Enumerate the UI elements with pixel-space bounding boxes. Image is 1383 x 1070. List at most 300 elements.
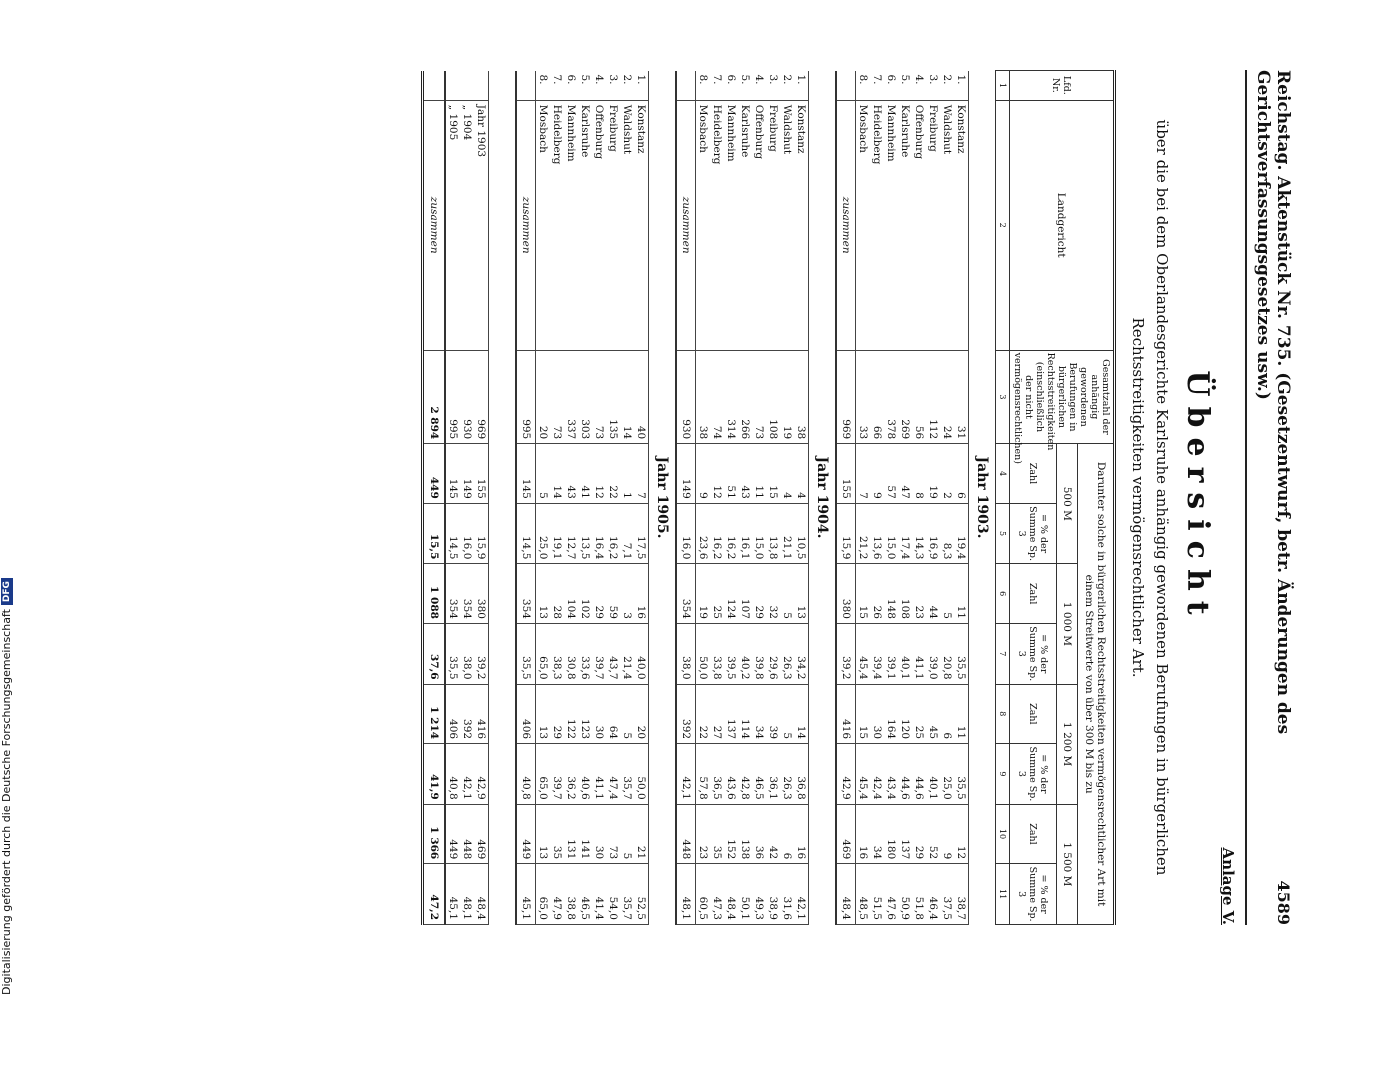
table-cell: 31 xyxy=(954,350,969,444)
subtotal-cell: 14,5 xyxy=(516,503,536,564)
summary-cell: 48,1 xyxy=(460,864,474,925)
table-cell: 9 xyxy=(940,804,954,864)
table-cell: 46,4 xyxy=(926,864,940,925)
table-cell: 29 xyxy=(752,564,766,624)
table-cell: 314 xyxy=(724,350,738,444)
row-number: 8. xyxy=(696,71,711,101)
table-cell: 16 xyxy=(634,564,649,624)
table-cell: 122 xyxy=(564,684,578,744)
column-number: 2 xyxy=(996,100,1010,350)
court-name: Freiburg xyxy=(766,100,780,350)
table-row xyxy=(710,71,724,925)
grand-total-cell: 41,9 xyxy=(423,744,446,805)
table-cell: 135 xyxy=(606,350,620,444)
subtotal-label: zusammen xyxy=(676,100,696,350)
column-number: 5 xyxy=(996,503,1010,564)
table-cell: 38,9 xyxy=(766,864,780,925)
table-row xyxy=(884,71,898,925)
table-row xyxy=(870,71,884,925)
table-cell: 23 xyxy=(696,804,711,864)
header-pct: = % der Summe Sp. 3 xyxy=(1010,744,1057,805)
table-cell: 269 xyxy=(898,350,912,444)
subtotal-cell: 42,9 xyxy=(836,744,856,805)
column-number: 4 xyxy=(996,444,1010,504)
table-cell: 46,5 xyxy=(578,864,592,925)
column-number: 1 xyxy=(996,71,1010,101)
table-cell: 27 xyxy=(710,684,724,744)
table-row xyxy=(794,71,809,925)
summary-cell: 995 xyxy=(445,350,460,444)
summary-cell: 448 xyxy=(460,804,474,864)
summary-cell: 16,0 xyxy=(460,503,474,564)
summary-cell: 155 xyxy=(474,444,489,504)
table-cell: 30,8 xyxy=(564,623,578,684)
table-cell: 25,0 xyxy=(536,503,551,564)
table-cell: 47,6 xyxy=(884,864,898,925)
summary-cell: 40,8 xyxy=(445,744,460,805)
table-row xyxy=(926,71,940,925)
table-cell: 15 xyxy=(766,444,780,504)
table-cell: 35,7 xyxy=(620,744,634,805)
subtotal-cell: 969 xyxy=(836,350,856,444)
table-cell: 38,8 xyxy=(564,864,578,925)
table-cell: 14 xyxy=(550,444,564,504)
summary-cell: 380 xyxy=(474,564,489,624)
table-cell: 35,7 xyxy=(620,864,634,925)
table-cell: 41,1 xyxy=(592,744,606,805)
table-cell: 124 xyxy=(724,564,738,624)
court-name: Offenburg xyxy=(912,100,926,350)
court-name: Mannheim xyxy=(564,100,578,350)
court-name: Mosbach xyxy=(696,100,711,350)
table-row xyxy=(856,71,871,925)
table-cell: 36,5 xyxy=(710,744,724,805)
row-number: 2. xyxy=(940,71,954,101)
table-cell: 123 xyxy=(578,684,592,744)
column-number: 9 xyxy=(996,744,1010,805)
table-cell: 141 xyxy=(578,804,592,864)
table-cell: 19 xyxy=(926,444,940,504)
summary-cell: 930 xyxy=(460,350,474,444)
table-cell: 7 xyxy=(634,444,649,504)
table-cell: 13,6 xyxy=(870,503,884,564)
table-cell: 11 xyxy=(954,684,969,744)
table-cell: 102 xyxy=(578,564,592,624)
table-cell: 33,8 xyxy=(710,623,724,684)
table-cell: 13 xyxy=(536,564,551,624)
row-number: 6. xyxy=(564,71,578,101)
row-number: 4. xyxy=(752,71,766,101)
table-row xyxy=(550,71,564,925)
table-cell: 108 xyxy=(766,350,780,444)
table-cell: 56 xyxy=(912,350,926,444)
court-name: Mosbach xyxy=(856,100,871,350)
header-amount-1500: 1 500 M xyxy=(1056,804,1077,924)
header-pct: = % der Summe Sp. 3 xyxy=(1010,503,1057,564)
header-zahl: Zahl xyxy=(1010,804,1057,864)
table-row xyxy=(536,71,551,925)
subtotal-cell: 392 xyxy=(676,684,696,744)
table-row xyxy=(766,71,780,925)
table-cell: 12 xyxy=(592,444,606,504)
table-cell: 52,5 xyxy=(634,864,649,925)
table-cell: 17,4 xyxy=(898,503,912,564)
table-cell: 42,1 xyxy=(794,864,809,925)
table-cell: 30 xyxy=(592,684,606,744)
grand-total-cell: 2 894 xyxy=(423,350,446,444)
document-subtitle: über die bei dem Oberlandesgerichte Karlsruhe anhängig gewordenen Berufungen in bürgerlichen Rechtsstreitigkeiten vermögensrechtlicher Art. xyxy=(1129,119,1171,876)
summary-cell: 145 xyxy=(445,444,460,504)
table-cell: 29,6 xyxy=(766,623,780,684)
table-cell: 16,2 xyxy=(724,503,738,564)
table-cell: 16,9 xyxy=(926,503,940,564)
table-cell: 9 xyxy=(696,444,711,504)
header-zahl: Zahl xyxy=(1010,684,1057,744)
summary-cell: 406 xyxy=(445,684,460,744)
subtotal-cell: 449 xyxy=(516,804,536,864)
table-cell: 30 xyxy=(592,804,606,864)
header-zahl: Zahl xyxy=(1010,564,1057,624)
table-cell: 38,7 xyxy=(954,864,969,925)
table-cell: 13,8 xyxy=(766,503,780,564)
summary-cell: 449 xyxy=(445,804,460,864)
table-cell: 137 xyxy=(724,684,738,744)
table-cell: 21,1 xyxy=(780,503,794,564)
table-cell: 5 xyxy=(620,684,634,744)
grand-total-cell: 15,5 xyxy=(423,503,446,564)
table-cell: 11 xyxy=(752,444,766,504)
table-cell: 35,5 xyxy=(954,744,969,805)
credit-text: Digitalisierung gefördert durch die Deutsche Forschungsgemeinschaft xyxy=(0,609,13,995)
table-cell: 11 xyxy=(954,564,969,624)
table-cell: 52 xyxy=(926,804,940,864)
table-cell: 12 xyxy=(954,804,969,864)
table-body xyxy=(423,71,996,925)
table-cell: 35 xyxy=(710,804,724,864)
court-name: Karlsruhe xyxy=(578,100,592,350)
subtotal-cell: 38,0 xyxy=(676,623,696,684)
table-cell: 51 xyxy=(724,444,738,504)
row-number: 1. xyxy=(634,71,649,101)
table-cell: 5 xyxy=(780,684,794,744)
grand-total-cell: 449 xyxy=(423,444,446,504)
table-cell: 180 xyxy=(884,804,898,864)
court-name: Heidelberg xyxy=(870,100,884,350)
row-number-empty xyxy=(445,71,460,101)
grand-total-cell: 37,6 xyxy=(423,623,446,684)
table-cell: 48,5 xyxy=(856,864,871,925)
subtotal-cell: 39,2 xyxy=(836,623,856,684)
row-number: 5. xyxy=(738,71,752,101)
court-name: Konstanz xyxy=(634,100,649,350)
table-cell: 16,2 xyxy=(710,503,724,564)
table-cell: 138 xyxy=(738,804,752,864)
table-cell: 23,6 xyxy=(696,503,711,564)
table-cell: 43,6 xyxy=(724,744,738,805)
table-cell: 104 xyxy=(564,564,578,624)
table-cell: 38,3 xyxy=(550,623,564,684)
table-cell: 47 xyxy=(898,444,912,504)
table-cell: 73 xyxy=(606,804,620,864)
table-cell: 9 xyxy=(870,444,884,504)
table-cell: 6 xyxy=(954,444,969,504)
subtotal-cell: 149 xyxy=(676,444,696,504)
row-number: 1. xyxy=(794,71,809,101)
table-cell: 303 xyxy=(578,350,592,444)
table-cell: 38 xyxy=(794,350,809,444)
row-number: 7. xyxy=(710,71,724,101)
table-cell: 164 xyxy=(884,684,898,744)
table-cell: 39,7 xyxy=(592,623,606,684)
header-lfd: Lfd. Nr. xyxy=(1010,71,1115,101)
table-cell: 33 xyxy=(856,350,871,444)
table-cell: 42,8 xyxy=(738,744,752,805)
table-cell: 5 xyxy=(536,444,551,504)
table-cell: 28 xyxy=(550,564,564,624)
table-cell: 44 xyxy=(926,564,940,624)
table-cell: 41 xyxy=(578,444,592,504)
row-number-empty xyxy=(836,71,856,101)
table-cell: 40,2 xyxy=(738,623,752,684)
court-name: Karlsruhe xyxy=(738,100,752,350)
table-cell: 112 xyxy=(926,350,940,444)
table-cell: 21,2 xyxy=(856,503,871,564)
table-row xyxy=(620,71,634,925)
row-number: 7. xyxy=(550,71,564,101)
table-row xyxy=(954,71,969,925)
summary-cell: 38,0 xyxy=(460,623,474,684)
table-cell: 29 xyxy=(550,684,564,744)
table-cell: 25 xyxy=(710,564,724,624)
court-name: Heidelberg xyxy=(550,100,564,350)
table-cell: 43,4 xyxy=(884,744,898,805)
row-number: 2. xyxy=(780,71,794,101)
grand-total-cell: 1 366 xyxy=(423,804,446,864)
table-cell: 39 xyxy=(766,684,780,744)
summary-cell: 354 xyxy=(460,564,474,624)
summary-cell: 416 xyxy=(474,684,489,744)
running-head xyxy=(1245,70,1293,925)
table-cell: 107 xyxy=(738,564,752,624)
table-cell: 16,2 xyxy=(606,503,620,564)
table-cell: 36 xyxy=(752,804,766,864)
table-cell: 65,0 xyxy=(536,623,551,684)
table-cell: 32 xyxy=(766,564,780,624)
table-cell: 1 xyxy=(620,444,634,504)
table-cell: 50,1 xyxy=(738,864,752,925)
row-number-empty xyxy=(474,71,489,101)
year-heading-row xyxy=(969,71,996,925)
table-cell: 20 xyxy=(536,350,551,444)
table-cell: 13 xyxy=(536,684,551,744)
table-cell: 337 xyxy=(564,350,578,444)
table-cell: 43 xyxy=(738,444,752,504)
summary-year-label: „ 1905 xyxy=(445,100,460,350)
table-cell: 5 xyxy=(780,564,794,624)
table-cell: 57,8 xyxy=(696,744,711,805)
row-number: 5. xyxy=(898,71,912,101)
court-name: Mosbach xyxy=(536,100,551,350)
table-cell: 51,8 xyxy=(912,864,926,925)
summary-year-label: „ 1904 xyxy=(460,100,474,350)
header-amount-1200: 1 200 M xyxy=(1056,684,1077,804)
court-name: Waldshut xyxy=(940,100,954,350)
summary-spacer xyxy=(489,71,517,925)
table-cell: 19 xyxy=(696,564,711,624)
table-cell: 47,4 xyxy=(606,744,620,805)
table-cell: 15,0 xyxy=(884,503,898,564)
table-cell: 120 xyxy=(898,684,912,744)
table-cell: 40 xyxy=(634,350,649,444)
table-row xyxy=(606,71,620,925)
table-cell: 57 xyxy=(884,444,898,504)
court-name: Mannheim xyxy=(884,100,898,350)
table-cell: 16 xyxy=(794,804,809,864)
subtotal-cell: 35,5 xyxy=(516,623,536,684)
subtotal-row xyxy=(836,71,856,925)
table-row xyxy=(940,71,954,925)
table-cell: 6 xyxy=(940,684,954,744)
document-title: Übersicht xyxy=(1180,370,1215,625)
running-head-text: Reichstag. Aktenstück Nr. 735. (Gesetzentwurf, betr. Änderungen des Gerichtsverfassungsgesetzes usw.) xyxy=(1253,70,1293,735)
table-cell: 65,0 xyxy=(536,864,551,925)
table-cell: 40,1 xyxy=(926,744,940,805)
table-row xyxy=(738,71,752,925)
table-cell: 137 xyxy=(898,804,912,864)
dfg-logo: DFG xyxy=(1,578,13,605)
header-amount-500: 500 M xyxy=(1056,444,1077,564)
court-name: Heidelberg xyxy=(710,100,724,350)
table-header xyxy=(996,71,1115,925)
table-cell: 2 xyxy=(940,444,954,504)
table-cell: 45,4 xyxy=(856,623,871,684)
table-cell: 4 xyxy=(780,444,794,504)
table-cell: 41,1 xyxy=(912,623,926,684)
table-cell: 10,5 xyxy=(794,503,809,564)
page-number: 4589 xyxy=(1274,880,1293,925)
table-row xyxy=(592,71,606,925)
table-cell: 47,9 xyxy=(550,864,564,925)
summary-cell: 149 xyxy=(460,444,474,504)
table-cell: 8 xyxy=(912,444,926,504)
table-cell: 41,4 xyxy=(592,864,606,925)
subtotal-cell: 145 xyxy=(516,444,536,504)
table-cell: 37,5 xyxy=(940,864,954,925)
table-cell: 7 xyxy=(856,444,871,504)
row-number-empty xyxy=(460,71,474,101)
summary-cell: 969 xyxy=(474,350,489,444)
table-cell: 378 xyxy=(884,350,898,444)
table-cell: 13 xyxy=(794,564,809,624)
table-cell: 49,3 xyxy=(752,864,766,925)
row-number: 7. xyxy=(870,71,884,101)
table-cell: 51,5 xyxy=(870,864,884,925)
grand-total-label: zusammen xyxy=(423,100,446,350)
subtotal-cell: 995 xyxy=(516,350,536,444)
summary-cell: 354 xyxy=(445,564,460,624)
court-name: Waldshut xyxy=(780,100,794,350)
table-cell: 14 xyxy=(620,350,634,444)
row-number: 2. xyxy=(620,71,634,101)
table-cell: 16,4 xyxy=(592,503,606,564)
summary-cell: 42,9 xyxy=(474,744,489,805)
column-number: 8 xyxy=(996,684,1010,744)
table-cell: 73 xyxy=(592,350,606,444)
column-number: 6 xyxy=(996,564,1010,624)
table-cell: 29 xyxy=(592,564,606,624)
table-cell: 20 xyxy=(634,684,649,744)
table-cell: 131 xyxy=(564,804,578,864)
table-cell: 50,9 xyxy=(898,864,912,925)
table-cell: 26 xyxy=(870,564,884,624)
table-cell: 17,5 xyxy=(634,503,649,564)
table-cell: 40,0 xyxy=(634,623,649,684)
table-cell: 64 xyxy=(606,684,620,744)
table-row xyxy=(696,71,711,925)
table-row xyxy=(912,71,926,925)
table-cell: 25 xyxy=(912,684,926,744)
table-cell: 16,1 xyxy=(738,503,752,564)
subtotal-row xyxy=(676,71,696,925)
table-cell: 73 xyxy=(550,350,564,444)
table-cell: 19,1 xyxy=(550,503,564,564)
table-cell: 47,3 xyxy=(710,864,724,925)
summary-cell: 45,1 xyxy=(445,864,460,925)
table-cell: 13,5 xyxy=(578,503,592,564)
year-heading: Jahr 1905. xyxy=(649,71,677,925)
row-number: 6. xyxy=(724,71,738,101)
table-cell: 34 xyxy=(870,804,884,864)
table-cell: 6 xyxy=(780,804,794,864)
court-name: Waldshut xyxy=(620,100,634,350)
summary-cell: 15,9 xyxy=(474,503,489,564)
table-cell: 29 xyxy=(912,804,926,864)
table-cell: 4 xyxy=(794,444,809,504)
table-cell: 43,7 xyxy=(606,623,620,684)
row-number: 4. xyxy=(912,71,926,101)
table-cell: 23 xyxy=(912,564,926,624)
digitization-credit xyxy=(0,578,13,995)
table-cell: 74 xyxy=(710,350,724,444)
grand-total-cell: 47,2 xyxy=(423,864,446,925)
table-row xyxy=(564,71,578,925)
summary-cell: 42,1 xyxy=(460,744,474,805)
subtotal-cell: 42,1 xyxy=(676,744,696,805)
court-name: Konstanz xyxy=(954,100,969,350)
row-number-empty xyxy=(516,71,536,101)
table-row xyxy=(634,71,649,925)
subtotal-cell: 380 xyxy=(836,564,856,624)
header-group: Darunter solche in bürgerlichen Rechtsstreitigkeiten vermögensrechtlicher Art mit einem Streitwerte von über 300 M bis zu xyxy=(1077,444,1114,925)
subtotal-row xyxy=(516,71,536,925)
table-row xyxy=(578,71,592,925)
table-cell: 19,4 xyxy=(954,503,969,564)
grand-total-cell: 1 214 xyxy=(423,684,446,744)
table-cell: 39,7 xyxy=(550,744,564,805)
court-name: Offenburg xyxy=(752,100,766,350)
table-cell: 15,0 xyxy=(752,503,766,564)
column-number: 3 xyxy=(996,350,1010,444)
table-cell: 12,7 xyxy=(564,503,578,564)
statistics-table xyxy=(421,70,1116,925)
row-number: 3. xyxy=(766,71,780,101)
year-heading: Jahr 1903. xyxy=(969,71,996,925)
row-number: 3. xyxy=(606,71,620,101)
table-cell: 35,5 xyxy=(954,623,969,684)
table-cell: 26,3 xyxy=(780,744,794,805)
header-amount-1000: 1 000 M xyxy=(1056,564,1077,684)
table-row xyxy=(780,71,794,925)
